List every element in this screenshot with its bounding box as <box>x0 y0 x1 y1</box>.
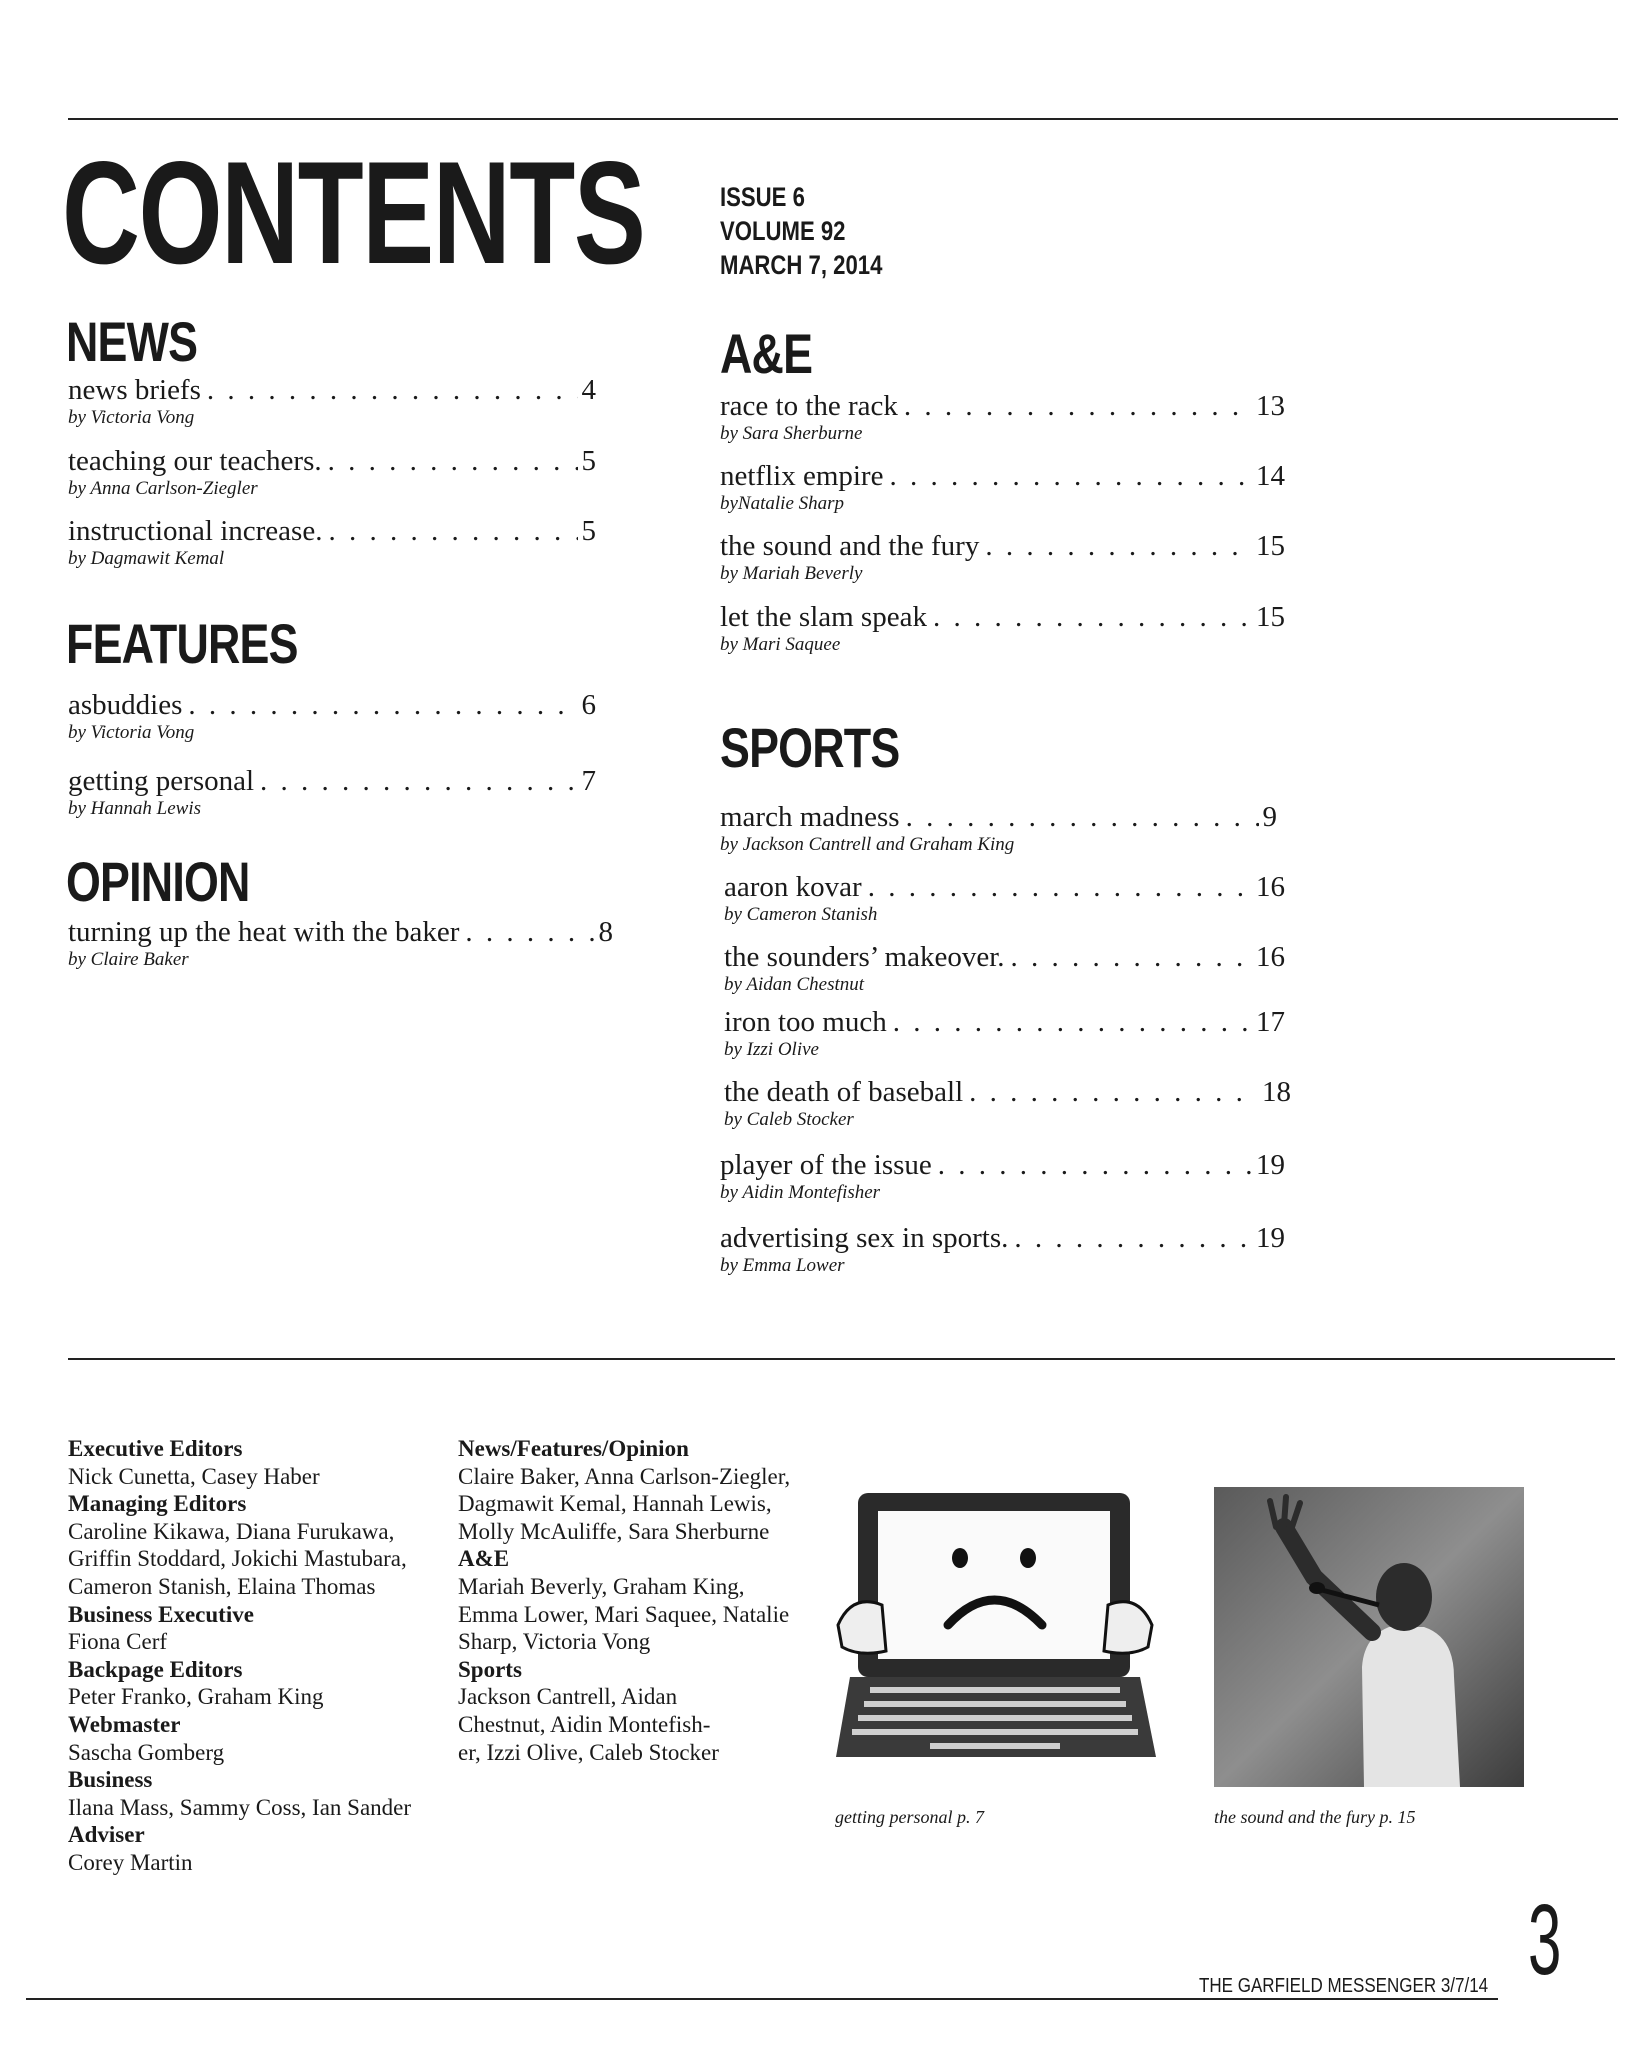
entry-title: netflix empire <box>720 460 884 492</box>
entry-page: 19 <box>1256 1222 1285 1254</box>
entry-page: 16 <box>1256 941 1285 973</box>
entry-page: 17 <box>1256 1006 1285 1038</box>
dot-leader <box>260 765 577 797</box>
caption-getting-personal: getting personal p. 7 <box>835 1807 984 1827</box>
laptop-screen <box>878 1511 1110 1659</box>
left-eye <box>952 1548 968 1568</box>
entry-page: 7 <box>581 765 596 797</box>
toc-entry[interactable] <box>720 530 1285 585</box>
issue-number: ISSUE 6 <box>720 182 805 212</box>
bottom-rule <box>26 1998 1498 2000</box>
left-hand <box>838 1602 886 1654</box>
singer-photo <box>1214 1487 1524 1787</box>
staff-names: Sharp, Victoria Vong <box>458 1629 651 1655</box>
entry-page: 15 <box>1256 530 1285 562</box>
entry-byline: by Anna Carlson-Ziegler <box>68 478 258 499</box>
entry-title: turning up the heat with the baker <box>68 916 460 948</box>
entry-title: aaron kovar <box>724 871 862 903</box>
entry-byline: by Caleb Stocker <box>724 1109 854 1130</box>
dot-leader <box>465 916 594 948</box>
toc-entry[interactable] <box>68 374 596 429</box>
entry-title: teaching our teachers. <box>68 445 322 477</box>
right-hand <box>1104 1602 1152 1654</box>
dot-leader <box>906 801 1259 833</box>
dot-leader <box>207 374 578 406</box>
top-rule <box>68 118 1618 120</box>
staff-names: Nick Cunetta, Casey Haber <box>68 1463 320 1489</box>
staff-names: Emma Lower, Mari Saquee, Natalie <box>458 1601 790 1627</box>
staff-names: Cameron Stanish, Elaina Thomas <box>68 1573 376 1599</box>
dot-leader <box>328 445 578 477</box>
section-heading-news: NEWS <box>66 310 198 373</box>
dot-leader <box>868 871 1252 903</box>
staff-role: Sports <box>458 1656 522 1682</box>
singer-head <box>1376 1563 1432 1631</box>
entry-page: 9 <box>1262 801 1277 833</box>
entry-title: advertising sex in sports. <box>720 1222 1009 1254</box>
entry-page: 15 <box>1256 601 1285 633</box>
dot-leader <box>969 1076 1258 1108</box>
section-heading-opinion: OPINION <box>66 850 250 913</box>
staff-role: Business <box>68 1767 153 1793</box>
middle-rule <box>68 1358 1615 1360</box>
entry-byline: by Jackson Cantrell and Graham King <box>720 834 1015 855</box>
staff-list-left <box>68 1435 448 1877</box>
entry-byline: by Claire Baker <box>68 949 189 970</box>
staff-names: Dagmawit Kemal, Hannah Lewis, <box>458 1491 772 1517</box>
dot-leader <box>985 530 1252 562</box>
staff-names: Sascha Gomberg <box>68 1739 225 1765</box>
toc-entry[interactable] <box>68 765 596 820</box>
staff-names: Fiona Cerf <box>68 1629 168 1655</box>
right-eye <box>1020 1548 1036 1568</box>
entry-byline: by Mari Saquee <box>720 634 841 655</box>
entry-page: 19 <box>1256 1149 1285 1181</box>
entry-page: 18 <box>1262 1076 1291 1108</box>
entry-page: 16 <box>1256 871 1285 903</box>
publication-footer: THE GARFIELD MESSENGER 3/7/14 <box>1198 1975 1488 1997</box>
staff-names: Ilana Mass, Sammy Coss, Ian Sander <box>68 1794 412 1820</box>
toc-entry[interactable] <box>68 689 596 744</box>
entry-byline: by Sara Sherburne <box>720 423 863 444</box>
entry-title: let the slam speak <box>720 601 927 633</box>
toc-entry[interactable] <box>724 941 1285 996</box>
dot-leader <box>889 460 1252 492</box>
entry-byline: byNatalie Sharp <box>720 493 845 514</box>
staff-list-right <box>458 1435 818 1766</box>
staff-names: Chestnut, Aidin Montefish- <box>458 1711 711 1737</box>
toc-entry[interactable] <box>720 1149 1285 1204</box>
volume-number: VOLUME 92 <box>720 216 846 246</box>
entry-page: 5 <box>581 445 596 477</box>
staff-names: Griffin Stoddard, Jokichi Mastubara, <box>68 1546 407 1572</box>
staff-role: Adviser <box>68 1822 145 1848</box>
entry-title: march madness <box>720 801 900 833</box>
staff-role: News/Features/Opinion <box>458 1436 689 1461</box>
caption-sound-and-fury: the sound and the fury p. 15 <box>1214 1807 1416 1827</box>
dot-leader <box>1011 941 1252 973</box>
toc-entry[interactable] <box>720 390 1285 445</box>
sad-laptop-illustration <box>830 1475 1160 1775</box>
entry-page: 6 <box>581 689 596 721</box>
entry-page: 8 <box>598 916 613 948</box>
staff-names: Mariah Beverly, Graham King, <box>458 1573 745 1599</box>
section-heading-ae: A&E <box>720 322 813 385</box>
toc-entry[interactable] <box>68 916 613 971</box>
entry-title: the sound and the fury <box>720 530 980 562</box>
entry-byline: by Aidan Chestnut <box>724 974 865 995</box>
dot-leader <box>904 390 1252 422</box>
toc-entry[interactable] <box>68 445 596 500</box>
entry-byline: by Mariah Beverly <box>720 563 863 584</box>
toc-entry[interactable] <box>720 601 1285 656</box>
entry-title: asbuddies <box>68 689 183 721</box>
entry-title: race to the rack <box>720 390 898 422</box>
dot-leader <box>1014 1222 1252 1254</box>
entry-byline: by Victoria Vong <box>68 407 195 428</box>
issue-info <box>720 180 882 282</box>
entry-byline: by Dagmawit Kemal <box>68 548 225 569</box>
staff-names: Corey Martin <box>68 1849 193 1875</box>
toc-entry[interactable] <box>724 871 1285 926</box>
entry-title: the sounders’ makeover. <box>724 941 1005 973</box>
toc-entry[interactable] <box>720 801 1277 856</box>
entry-byline: by Aidin Montefisher <box>720 1182 881 1203</box>
issue-date: MARCH 7, 2014 <box>720 250 883 280</box>
entry-page: 13 <box>1256 390 1285 422</box>
dot-leader <box>893 1006 1252 1038</box>
toc-entry[interactable] <box>724 1006 1285 1061</box>
toc-entry[interactable] <box>68 515 596 570</box>
entry-byline: by Hannah Lewis <box>68 798 201 819</box>
section-heading-sports: SPORTS <box>720 716 900 779</box>
entry-title: iron too much <box>724 1006 887 1038</box>
entry-page: 4 <box>581 374 596 406</box>
page-number: 3 <box>1528 1884 1562 1996</box>
staff-role: Webmaster <box>68 1711 181 1737</box>
entry-byline: by Victoria Vong <box>68 722 195 743</box>
entry-byline: by Izzi Olive <box>724 1039 819 1060</box>
entry-title: getting personal <box>68 765 255 797</box>
dot-leader <box>938 1149 1252 1181</box>
contents-title: CONTENTS <box>62 131 645 294</box>
section-heading-features: FEATURES <box>66 612 298 675</box>
microphone-head <box>1309 1582 1325 1594</box>
staff-names: Peter Franko, Graham King <box>68 1684 324 1710</box>
staff-names: Molly McAuliffe, Sara Sherburne <box>458 1518 770 1544</box>
entry-title: the death of baseball <box>724 1076 964 1108</box>
entry-page: 5 <box>581 515 596 547</box>
staff-names: Claire Baker, Anna Carlson-Ziegler, <box>458 1463 791 1489</box>
singer-shirt <box>1362 1627 1460 1787</box>
staff-names: er, Izzi Olive, Caleb Stocker <box>458 1739 719 1765</box>
toc-entry[interactable] <box>720 1222 1285 1277</box>
toc-entry[interactable] <box>724 1076 1291 1131</box>
entry-title: news briefs <box>68 374 201 406</box>
entry-title: instructional increase. <box>68 515 323 547</box>
staff-role: Backpage Editors <box>68 1656 243 1682</box>
staff-role: Executive Editors <box>68 1436 243 1461</box>
entry-title: player of the issue <box>720 1149 932 1181</box>
dot-leader <box>188 689 577 721</box>
dot-leader <box>328 515 577 547</box>
staff-names: Caroline Kikawa, Diana Furukawa, <box>68 1518 395 1544</box>
entry-byline: by Cameron Stanish <box>724 904 878 925</box>
entry-byline: by Emma Lower <box>720 1255 845 1276</box>
staff-role: Business Executive <box>68 1601 254 1627</box>
staff-role: Managing Editors <box>68 1491 247 1517</box>
toc-entry[interactable] <box>720 460 1285 515</box>
staff-names: Jackson Cantrell, Aidan <box>458 1684 678 1710</box>
dot-leader <box>933 601 1252 633</box>
entry-page: 14 <box>1256 460 1285 492</box>
staff-role: A&E <box>458 1546 510 1572</box>
